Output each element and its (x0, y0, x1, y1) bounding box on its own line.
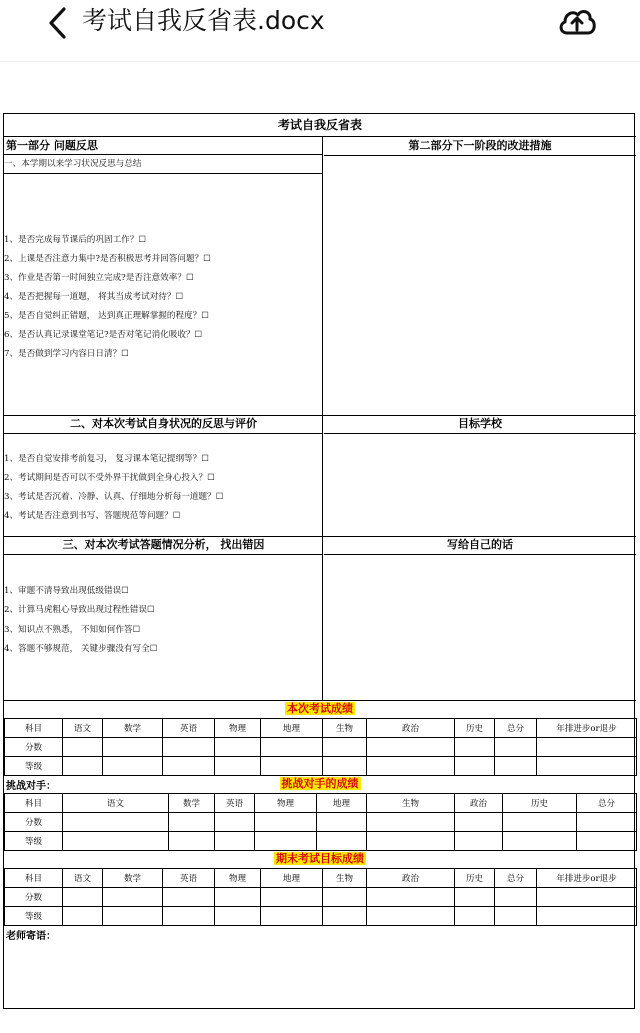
grade-cell[interactable] (63, 832, 169, 851)
note-self-title: 写给自己的话 (447, 538, 513, 551)
score-cell[interactable] (215, 813, 255, 832)
cloud-upload-button[interactable] (556, 4, 598, 38)
grade-cell[interactable] (455, 832, 503, 851)
row-label: 分数 (5, 888, 63, 907)
document-title: 考试自我反省表.docx (82, 6, 325, 35)
score-cell[interactable] (215, 888, 261, 907)
grade-cell[interactable] (215, 757, 261, 776)
row-label: 等级 (5, 907, 63, 926)
column-header: 数学 (169, 794, 215, 813)
column-header: 语文 (63, 719, 103, 738)
grade-cell[interactable] (537, 757, 637, 776)
score-cell[interactable] (455, 888, 495, 907)
column-header: 生物 (323, 719, 367, 738)
checklist-item: 5、是否自觉纠正错题， 达到真正理解掌握的程度？☐ (4, 311, 209, 321)
final-title-text: 期末考试目标成绩 (276, 852, 364, 865)
rival-section-title (4, 775, 636, 793)
checklist-item: 1、审题不清导致出现低级错误☐ (4, 586, 129, 596)
chevron-left-icon (46, 6, 68, 40)
column-header: 英语 (215, 794, 255, 813)
part2-title: 第二部分下一阶段的改进措施 (408, 139, 552, 152)
section1-intro: 一、本学期以来学习状况反思与总结 (4, 159, 142, 169)
table-header-row (5, 719, 637, 738)
score-cell[interactable] (455, 813, 503, 832)
checklist-item: 4、考试是否注意到书写、答题规范等问题？☐ (4, 511, 181, 521)
column-header: 数学 (103, 719, 163, 738)
table-row (5, 738, 637, 757)
grade-cell[interactable] (163, 907, 215, 926)
column-header: 年排进步or退步 (537, 869, 637, 888)
column-header: 地理 (261, 869, 323, 888)
grade-cell[interactable] (455, 757, 495, 776)
score-cell[interactable] (367, 813, 455, 832)
table-header-row (5, 869, 637, 888)
grade-cell[interactable] (455, 907, 495, 926)
grade-cell[interactable] (367, 832, 455, 851)
score-cell[interactable] (255, 813, 317, 832)
section2-cell (4, 415, 323, 536)
checklist-item: 2、考试期间是否可以不受外界干扰做到全身心投入？☐ (4, 473, 215, 483)
score-cell[interactable] (317, 813, 367, 832)
row-label: 分数 (5, 738, 63, 757)
column-header: 生物 (367, 794, 455, 813)
row-label: 等级 (5, 832, 63, 851)
grade-cell[interactable] (63, 757, 103, 776)
grade-cell[interactable] (255, 832, 317, 851)
checklist-item: 3、作业是否第一时间独立完成?是否注意效率？☐ (4, 273, 194, 283)
column-header: 数学 (103, 869, 163, 888)
grade-cell[interactable] (323, 907, 367, 926)
checklist-item: 1、是否自觉安排考前复习， 复习课本笔记提纲等？☐ (4, 454, 209, 464)
column-header: 政治 (367, 719, 455, 738)
reflection-form (3, 113, 635, 1009)
score-cell[interactable] (503, 813, 577, 832)
top-bar (0, 0, 640, 62)
grade-cell[interactable] (215, 907, 261, 926)
score-cell[interactable] (367, 738, 455, 757)
score-cell[interactable] (103, 738, 163, 757)
checklist-item: 4、是否把握每一道题， 将其当成考试对待？☐ (4, 292, 184, 302)
score-cell[interactable] (455, 738, 495, 757)
column-header: 政治 (367, 869, 455, 888)
column-header: 历史 (455, 869, 495, 888)
target-school-title: 目标学校 (458, 417, 502, 430)
checklist-item: 1、是否完成每节课后的巩固工作？☐ (4, 235, 147, 245)
checklist-item: 6、是否认真记录课堂笔记?是否对笔记消化吸收？☐ (4, 330, 203, 340)
score-cell[interactable] (63, 813, 169, 832)
checklist-item: 2、计算马虎粗心导致出现过程性错误☐ (4, 605, 155, 615)
score-cell[interactable] (63, 888, 103, 907)
grade-cell[interactable] (163, 757, 215, 776)
score-cell[interactable] (261, 738, 323, 757)
column-header: 地理 (317, 794, 367, 813)
column-header: 科目 (5, 794, 63, 813)
column-header: 生物 (323, 869, 367, 888)
grade-cell[interactable] (169, 832, 215, 851)
final-section-title (4, 850, 636, 868)
grade-cell[interactable] (367, 757, 455, 776)
column-header: 英语 (163, 869, 215, 888)
divider (324, 433, 636, 434)
grade-cell[interactable] (63, 907, 103, 926)
column-header: 物理 (215, 869, 261, 888)
section3-title: 三、对本次考试答题情况分析， 找出错因 (62, 538, 265, 551)
checklist-item: 4、答题不够规范， 关键步骤没有写全☐ (4, 644, 158, 654)
grade-cell[interactable] (577, 832, 637, 851)
teacher-comment-label: 老师寄语： (6, 931, 56, 942)
table-row (5, 757, 637, 776)
grade-cell[interactable] (495, 907, 537, 926)
section3-cell (4, 536, 323, 700)
back-button[interactable] (40, 4, 74, 42)
divider (4, 154, 323, 155)
checklist-item: 3、考试是否沉着、冷静、认真、仔细地分析每一道题？☐ (4, 492, 224, 502)
column-header: 地理 (261, 719, 323, 738)
score-cell[interactable] (323, 888, 367, 907)
score-cell[interactable] (163, 888, 215, 907)
score-cell[interactable] (261, 888, 323, 907)
score-cell[interactable] (537, 738, 637, 757)
score-title-text: 本次考试成绩 (287, 702, 353, 715)
score-cell[interactable] (323, 738, 367, 757)
column-header: 总分 (495, 719, 537, 738)
cloud-upload-icon (556, 4, 598, 38)
table-row (5, 888, 637, 907)
grade-cell[interactable] (215, 832, 255, 851)
score-cell[interactable] (495, 738, 537, 757)
row-label: 等级 (5, 757, 63, 776)
divider (324, 155, 636, 156)
score-cell[interactable] (367, 888, 455, 907)
grade-cell[interactable] (261, 907, 323, 926)
current-score-table (4, 718, 637, 776)
column-header: 物理 (255, 794, 317, 813)
column-header: 年排进步or退步 (537, 719, 637, 738)
checklist-item: 3、知识点不熟悉， 不知如何作答☐ (4, 625, 141, 635)
score-cell[interactable] (63, 738, 103, 757)
column-header: 历史 (455, 719, 495, 738)
divider (4, 554, 323, 555)
column-header: 总分 (495, 869, 537, 888)
score-cell[interactable] (103, 888, 163, 907)
grade-cell[interactable] (495, 757, 537, 776)
column-header: 历史 (503, 794, 577, 813)
table-header-row (5, 794, 637, 813)
divider (4, 433, 323, 434)
column-header: 科目 (5, 719, 63, 738)
score-section-title (4, 700, 636, 718)
grade-cell[interactable] (103, 907, 163, 926)
column-header: 英语 (163, 719, 215, 738)
grade-cell[interactable] (261, 757, 323, 776)
table-row (5, 832, 637, 851)
divider (324, 554, 636, 555)
grade-cell[interactable] (317, 832, 367, 851)
final-target-table (4, 868, 637, 926)
score-cell[interactable] (169, 813, 215, 832)
divider (4, 925, 636, 926)
checklist-item: 2、上课是否注意力集中?是否积极思考并回答问题？☐ (4, 254, 211, 264)
score-cell[interactable] (577, 813, 637, 832)
score-cell[interactable] (215, 738, 261, 757)
grade-cell[interactable] (367, 907, 455, 926)
column-header: 语文 (63, 794, 169, 813)
grade-cell[interactable] (323, 757, 367, 776)
form-title: 考试自我反省表 (277, 118, 362, 132)
part1-cell (4, 136, 323, 415)
section2-title: 二、对本次考试自身状况的反思与评价 (70, 417, 257, 430)
rival-label: 挑战对手： (6, 781, 56, 792)
score-cell[interactable] (537, 888, 637, 907)
grade-cell[interactable] (503, 832, 577, 851)
column-header: 科目 (5, 869, 63, 888)
rival-title-text: 挑战对手的成绩 (281, 777, 359, 790)
score-cell[interactable] (495, 888, 537, 907)
score-cell[interactable] (163, 738, 215, 757)
grade-cell[interactable] (537, 907, 637, 926)
row-label: 分数 (5, 813, 63, 832)
column-header: 总分 (577, 794, 637, 813)
checklist-item: 7、是否做到学习内容日日清？☐ (4, 349, 129, 359)
column-header: 政治 (455, 794, 503, 813)
column-header: 语文 (63, 869, 103, 888)
table-row (5, 907, 637, 926)
part1-title: 第一部分 问题反思 (6, 139, 98, 152)
divider (4, 173, 323, 174)
column-header: 物理 (215, 719, 261, 738)
grade-cell[interactable] (103, 757, 163, 776)
rival-score-table (4, 793, 637, 851)
table-row (5, 813, 637, 832)
